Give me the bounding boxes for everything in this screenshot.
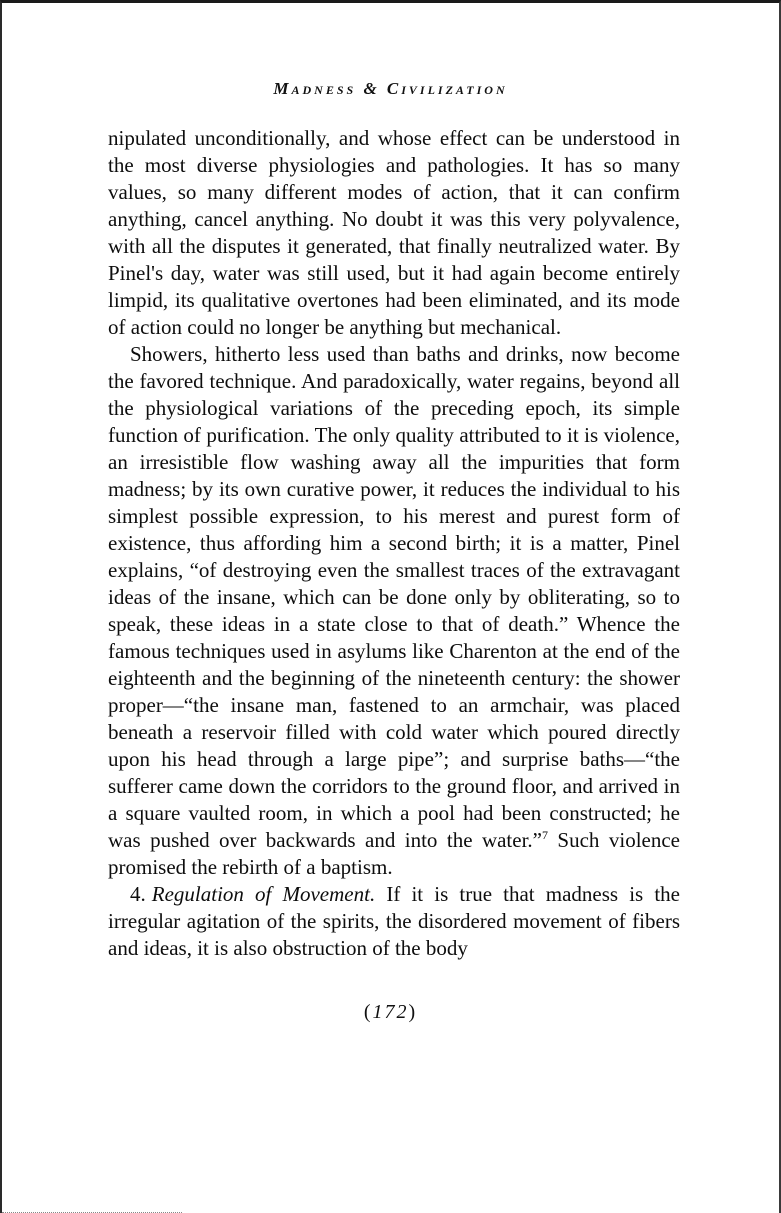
paragraph-1: nipulated unconditionally, and whose effect can be understood in the most diverse physiologies and pathologies. It has so many values, so many different modes of action, that it can confirm anything, cancel anything. No doubt it was this very polyvalence, with all the disputes it generated, that finally neutralized water. By Pinel's day, water was still used, but it had again become entirely limpid, its qualitative overtones had been eliminated, and its mode of action could no longer be anything but mechanical.	[108, 126, 680, 339]
folio-close: )	[408, 1001, 418, 1023]
section-number: 4.	[130, 882, 146, 906]
paragraph-3	[108, 881, 680, 962]
running-head: Madness & Civilization	[273, 79, 508, 98]
page-number	[2, 1001, 779, 1024]
paragraph-3-text: If it is true that madness is the irregular agitation of the spirits, the disordered movement of fibers and ideas, it is also obstruction of the body	[108, 882, 680, 960]
paragraph-2	[108, 341, 680, 881]
paragraph-2-tail: Such violence promised the rebirth of a baptism.	[108, 828, 680, 879]
folio-open: (	[363, 1001, 373, 1023]
footnote-marker: 7	[542, 828, 548, 842]
body-text	[108, 125, 680, 962]
folio-number: 172	[372, 1001, 409, 1023]
section-title: Regulation of Movement.	[151, 882, 376, 906]
paragraph-2-text: Showers, hitherto less used than baths and drinks, now become the favored technique. And paradoxically, water regains, beyond all the physiological variations of the preceding epoch, its simple function of purification. The only quality attributed to it is violence, an irresistible flow washing away all the impurities that form madness; by its own curative power, it reduces the individual to his simplest possible expression, to his merest and purest form of existence, thus affording him a second birth; it is a matter, Pinel explains, “of destroying even the smallest traces of the extravagant ideas of the insane, which can be done only by obliterating, so to speak, these ideas in a state close to that of death.” Whence the famous techniques used in asylums like Charenton at the end of the eighteenth and the beginning of the nineteenth century: the shower proper—“the insane man, fastened to an armchair, was placed beneath a reservoir filled with cold water which poured directly upon his head through a large pipe”; and surprise baths—“the sufferer came down the corridors to the ground floor, and arrived in a square vaulted room, in which a pool had been constructed; he was pushed over backwards and into the water.”	[108, 342, 680, 852]
